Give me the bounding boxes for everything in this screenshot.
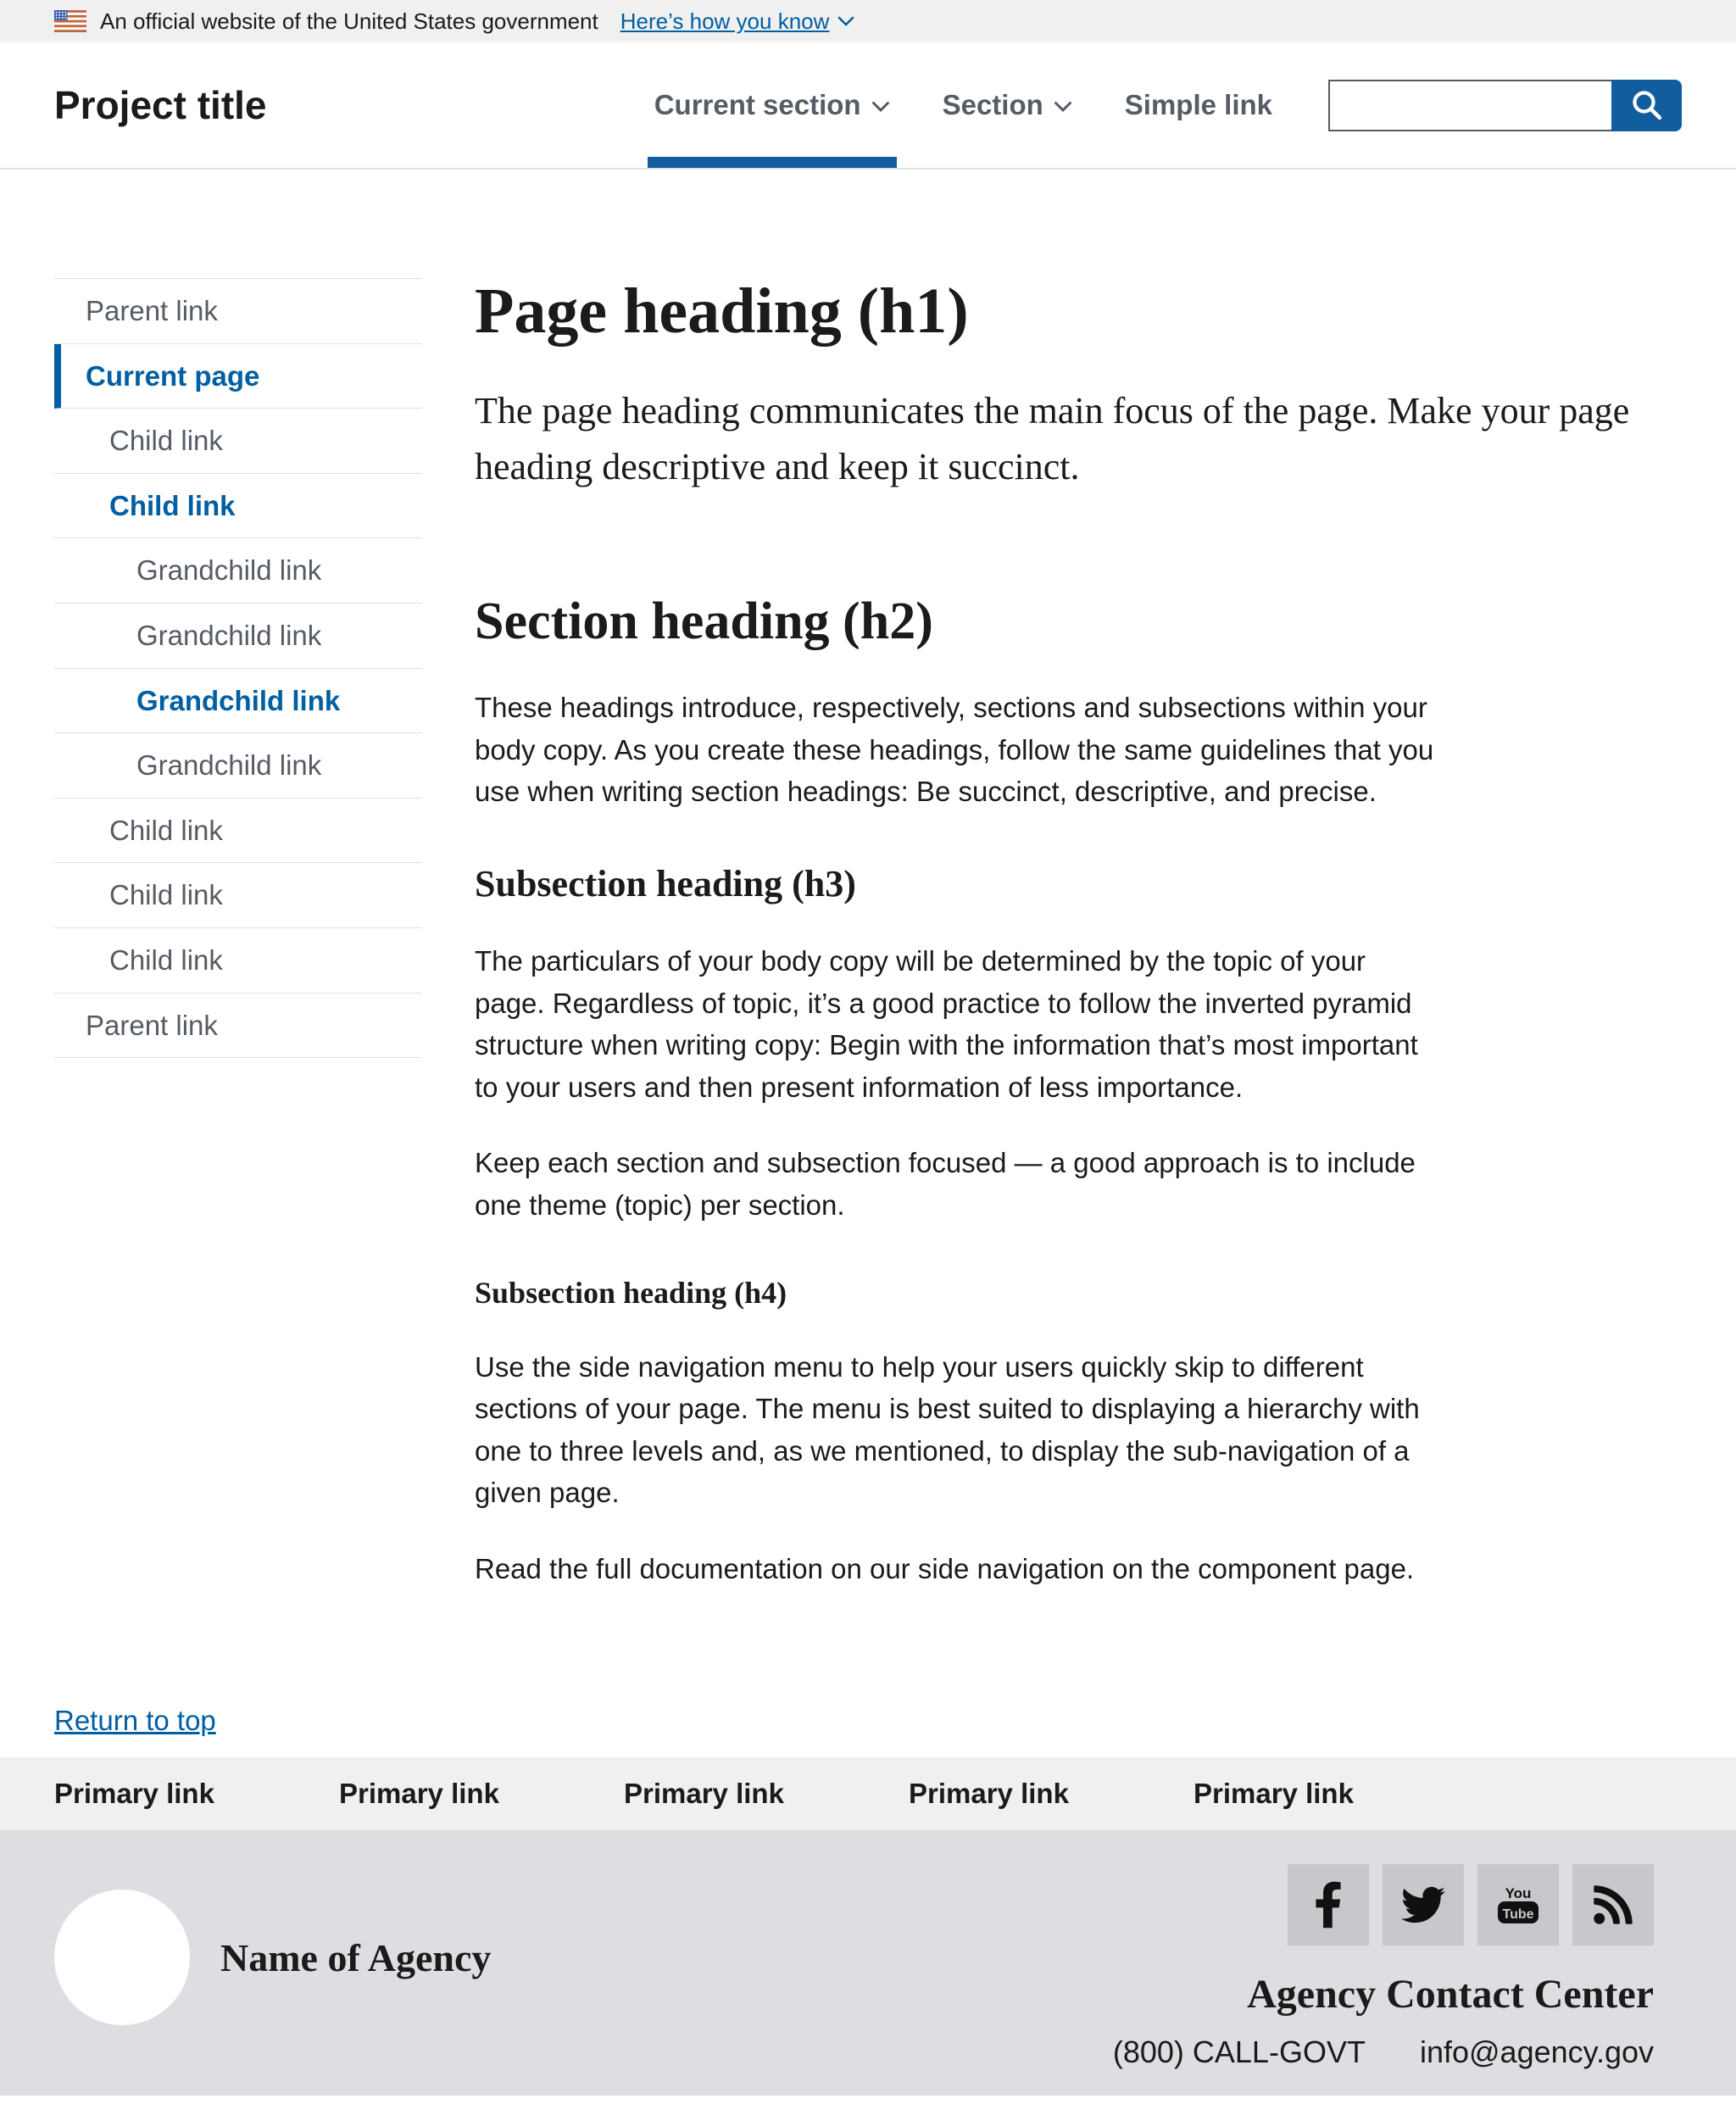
footer-primary-nav — [0, 1757, 1736, 1830]
chevron-down-icon — [1054, 101, 1072, 113]
nav-item-section[interactable] — [943, 42, 1072, 168]
us-flag-icon — [54, 10, 86, 32]
agency-logo — [54, 1890, 190, 2025]
social-links — [1288, 1864, 1654, 1945]
nav-item-current-section[interactable] — [654, 42, 890, 168]
body-paragraph: These headings introduce, respectively, sections and subsections within your body copy. As you create these headings, follow the same guidelines that you use when writing section headings: Be succinct, descriptive, and precise. — [475, 692, 1434, 808]
contact-info — [1113, 2034, 1654, 2070]
contact-email-link[interactable]: info@agency.gov — [1419, 2034, 1654, 2070]
footer-primary-link[interactable]: Primary link — [909, 1778, 1069, 1810]
sidenav-item-child-link[interactable]: Child link — [54, 863, 422, 928]
banner-text: An official website of the United States government — [100, 8, 598, 34]
intro-paragraph: The page heading communicates the main focus of the page. Make your page heading descriptive and keep it succinct. — [475, 389, 1630, 487]
banner-how-you-know-link[interactable] — [620, 8, 855, 35]
footer-primary-link[interactable]: Primary link — [624, 1778, 784, 1810]
sidenav-item-parent-link[interactable]: Parent link — [54, 994, 422, 1059]
body-paragraph: Keep each section and subsection focused — a good approach is to include one theme (topic) per section. — [475, 1147, 1416, 1221]
main-content — [475, 278, 1682, 1589]
search-form — [1328, 80, 1682, 131]
contact-center-heading: Agency Contact Center — [1247, 1972, 1654, 2018]
banner-link-label: Here’s how you know — [620, 8, 830, 34]
sidenav-item-parent-link[interactable]: Parent link — [54, 279, 422, 344]
sidenav-item-child-link[interactable]: Child link — [54, 409, 422, 474]
subsection-heading-h4: Subsection heading (h4) — [475, 1276, 787, 1311]
side-navigation — [54, 278, 422, 1058]
rss-link[interactable] — [1572, 1864, 1654, 1945]
subsection-heading-h3: Subsection heading (h3) — [475, 862, 856, 904]
site-title: Project title — [54, 83, 267, 127]
body-paragraph: Use the side navigation menu to help your users quickly skip to different sections of your page. The menu is best suited to displaying a hierarchy with one to three levels and, as we mentioned, to display the sub-navigation of a given page. — [475, 1350, 1420, 1509]
sidenav-item-child-link[interactable]: Child link — [54, 928, 422, 994]
youtube-icon — [1492, 1884, 1544, 1925]
nav-item-label: Simple link — [1124, 89, 1272, 120]
sidenav-item-grandchild-link-active[interactable]: Grandchild link — [54, 669, 422, 734]
agency-block — [54, 1890, 491, 2025]
footer-primary-link[interactable]: Primary link — [1194, 1778, 1354, 1810]
sidenav-item-grandchild-link[interactable]: Grandchild link — [54, 604, 422, 669]
return-to-top-wrap — [0, 1589, 1736, 1757]
rss-icon — [1591, 1883, 1635, 1927]
content-area — [0, 170, 1736, 1589]
nav-item-label: Section — [942, 89, 1043, 120]
body-paragraph: Read the full documentation on our side navigation on the component page. — [475, 1552, 1415, 1584]
twitter-icon — [1397, 1883, 1449, 1927]
sidenav-item-current-page-current[interactable]: Current page — [54, 344, 422, 409]
footer-secondary — [0, 1830, 1736, 2096]
agency-name: Name of Agency — [220, 1935, 492, 1979]
search-input[interactable] — [1328, 80, 1611, 131]
search-icon — [1629, 87, 1665, 123]
contact-block — [1113, 1864, 1654, 2070]
section-heading-h2: Section heading (h2) — [475, 592, 933, 650]
gov-banner — [0, 0, 1736, 42]
footer-primary-link[interactable]: Primary link — [54, 1778, 214, 1810]
facebook-icon — [1314, 1880, 1343, 1929]
sidenav-item-child-link[interactable]: Child link — [54, 799, 422, 864]
sidenav-item-grandchild-link[interactable]: Grandchild link — [54, 733, 422, 799]
chevron-down-icon — [871, 101, 890, 113]
page-heading-h1: Page heading (h1) — [475, 276, 969, 347]
youtube-link[interactable] — [1477, 1864, 1559, 1945]
contact-phone-link[interactable]: (800) CALL-GOVT — [1112, 2034, 1366, 2070]
body-paragraph: The particulars of your body copy will be determined by the topic of your page. Regardless of topic, it’s a good practice to follow the inverted pyramid structure when writing copy: Begin with the information that’s most important to your users and then present information of less importance. — [475, 945, 1418, 1103]
facebook-link[interactable] — [1288, 1864, 1369, 1945]
footer-primary-link[interactable]: Primary link — [339, 1778, 499, 1810]
chevron-down-icon — [837, 16, 854, 26]
twitter-link[interactable] — [1383, 1864, 1464, 1945]
nav-item-label: Current section — [654, 89, 861, 120]
primary-nav — [654, 42, 1272, 168]
sidenav-item-grandchild-link[interactable]: Grandchild link — [54, 538, 422, 604]
return-to-top-link[interactable]: Return to top — [54, 1705, 216, 1737]
nav-item-simple-link[interactable] — [1125, 42, 1272, 168]
svg-text:Tube: Tube — [1502, 1907, 1534, 1923]
svg-text:You: You — [1505, 1885, 1532, 1902]
search-button[interactable] — [1611, 80, 1682, 131]
site-header — [0, 42, 1736, 170]
sidenav-item-child-link-active[interactable]: Child link — [54, 474, 422, 539]
